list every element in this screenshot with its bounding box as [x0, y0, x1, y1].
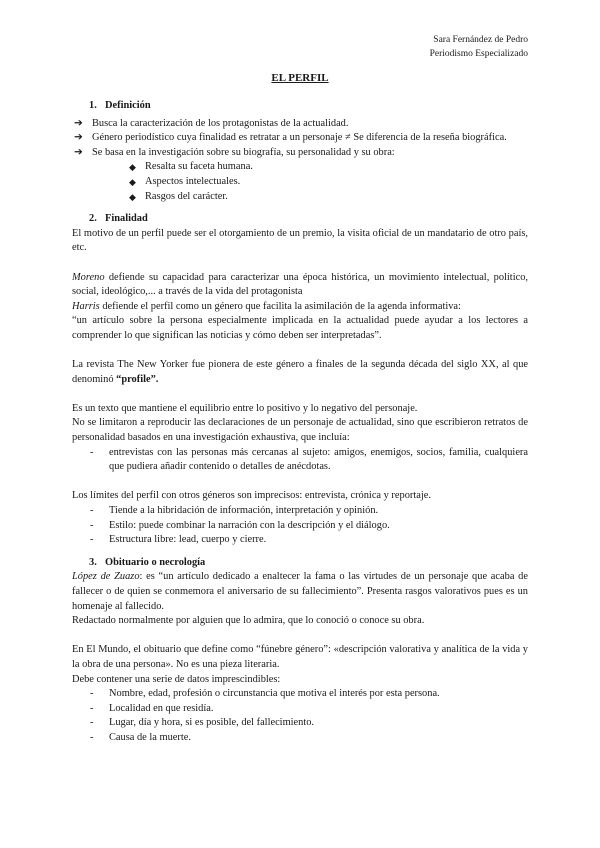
section-heading-definicion: 1. Definición — [89, 100, 151, 111]
list-item: - entrevistas con las personas más cercanas al sujeto: amigos, enemigos, socios, familia, cualquiera que pudiera añadir contenido o detalles de anécdotas. — [90, 446, 528, 473]
diamond-icon: ◆ — [129, 191, 136, 202]
paragraph: En El Mundo, el obituario que define como “fúnebre género”: «descripción valorativa y analítica de la vida y la obra de una persona». No es una pieza literaria. — [72, 644, 528, 670]
paragraph: La revista The New Yorker fue pionera de este género a finales de la segunda década del siglo XX, al que denominó “profile”. — [72, 359, 528, 385]
paragraph: Redactado normalmente por alguien que lo admira, que lo conoció o conoce su obra. — [72, 615, 425, 627]
paragraph: López de Zuazo: es “un artículo dedicado a enaltecer la fama o las virtudes de un personaje que acaba de fallecer o de quien se conmemora el aniversario de su fallecimiento”. Presenta rasgos valorativos pues es un homenaje al fallecido. — [72, 571, 528, 612]
quote: “un artículo sobre la persona especialmente implicada en la actualidad puede ayudar a los lectores a comprender lo que significan las noticias y cómo deben ser interpretadas”. — [72, 315, 528, 341]
paragraph: Moreno defiende su capacidad para caracterizar una época histórica, un movimiento intelectual, político, social, ideológico,... a través de la vida del protagonista — [72, 271, 528, 298]
paragraph: No se limitaron a reproducir las declaraciones de un personaje de actualidad, sino que escribieron retratos de personalidad basados en una investigación exhaustiva, que incluía: — [72, 417, 528, 444]
list-item: - Tiende a la hibridación de información, interpretación y opinión. — [90, 505, 379, 517]
document-body — [72, 99, 528, 746]
list-item: ➔ Género periodístico cuya finalidad es retratar a un personaje ≠ Se diferencia de la reseña biográfica. — [72, 131, 528, 146]
diamond-icon: ◆ — [129, 162, 136, 173]
list-item: - Lugar, día y hora, si es posible, del fallecimiento. — [90, 717, 315, 729]
list-item: - Nombre, edad, profesión o circunstancia que motiva el interés por esta persona. — [90, 688, 440, 700]
paragraph: Los límites del perfil con otros géneros son imprecisos: entrevista, crónica y reportaje. — [72, 490, 431, 502]
definition-list — [72, 117, 528, 205]
paragraph: Debe contener una serie de datos imprescindibles: — [72, 673, 281, 685]
list-item: ➔ Busca la caracterización de los protagonistas de la actualidad. — [72, 117, 528, 132]
sub-list-item: ◆ Rasgos del carácter. — [72, 190, 528, 205]
list-item: - Estilo: puede combinar la narración con la descripción y el diálogo. — [90, 519, 390, 531]
list-item: ➔ Se basa en la investigación sobre su biografía, su personalidad y su obra: — [72, 146, 528, 161]
paragraph: Es un texto que mantiene el equilibrio entre lo positivo y lo negativo del personaje. — [72, 402, 418, 414]
arrow-icon: ➔ — [74, 146, 83, 158]
diamond-icon: ◆ — [129, 176, 136, 187]
document-title: EL PERFIL — [271, 72, 329, 84]
section-heading-obituario: 3. Obituario o necrología — [89, 556, 206, 568]
arrow-icon: ➔ — [74, 132, 83, 144]
author-name: Sara Fernández de Pedro — [433, 35, 528, 45]
list-item: - Localidad en que residía. — [90, 702, 214, 714]
page-header — [430, 34, 528, 61]
sub-list-item: ◆ Aspectos intelectuales. — [72, 175, 528, 190]
course-name: Periodismo Especializado — [429, 48, 528, 59]
list-item: - Estructura libre: lead, cuerpo y cierre. — [90, 534, 267, 546]
paragraph: El motivo de un perfil puede ser el otorgamiento de un premio, la visita oficial de un mandatario de otro país, etc. — [72, 227, 528, 254]
arrow-icon: ➔ — [74, 117, 83, 129]
section-heading-finalidad: 2. Finalidad — [89, 213, 148, 225]
paragraph: Harris defiende el perfil como un género que facilita la asimilación de la agenda informativa: — [72, 300, 461, 312]
list-item: - Causa de la muerte. — [90, 731, 191, 743]
sub-list-item: ◆ Resalta su faceta humana. — [72, 160, 528, 175]
